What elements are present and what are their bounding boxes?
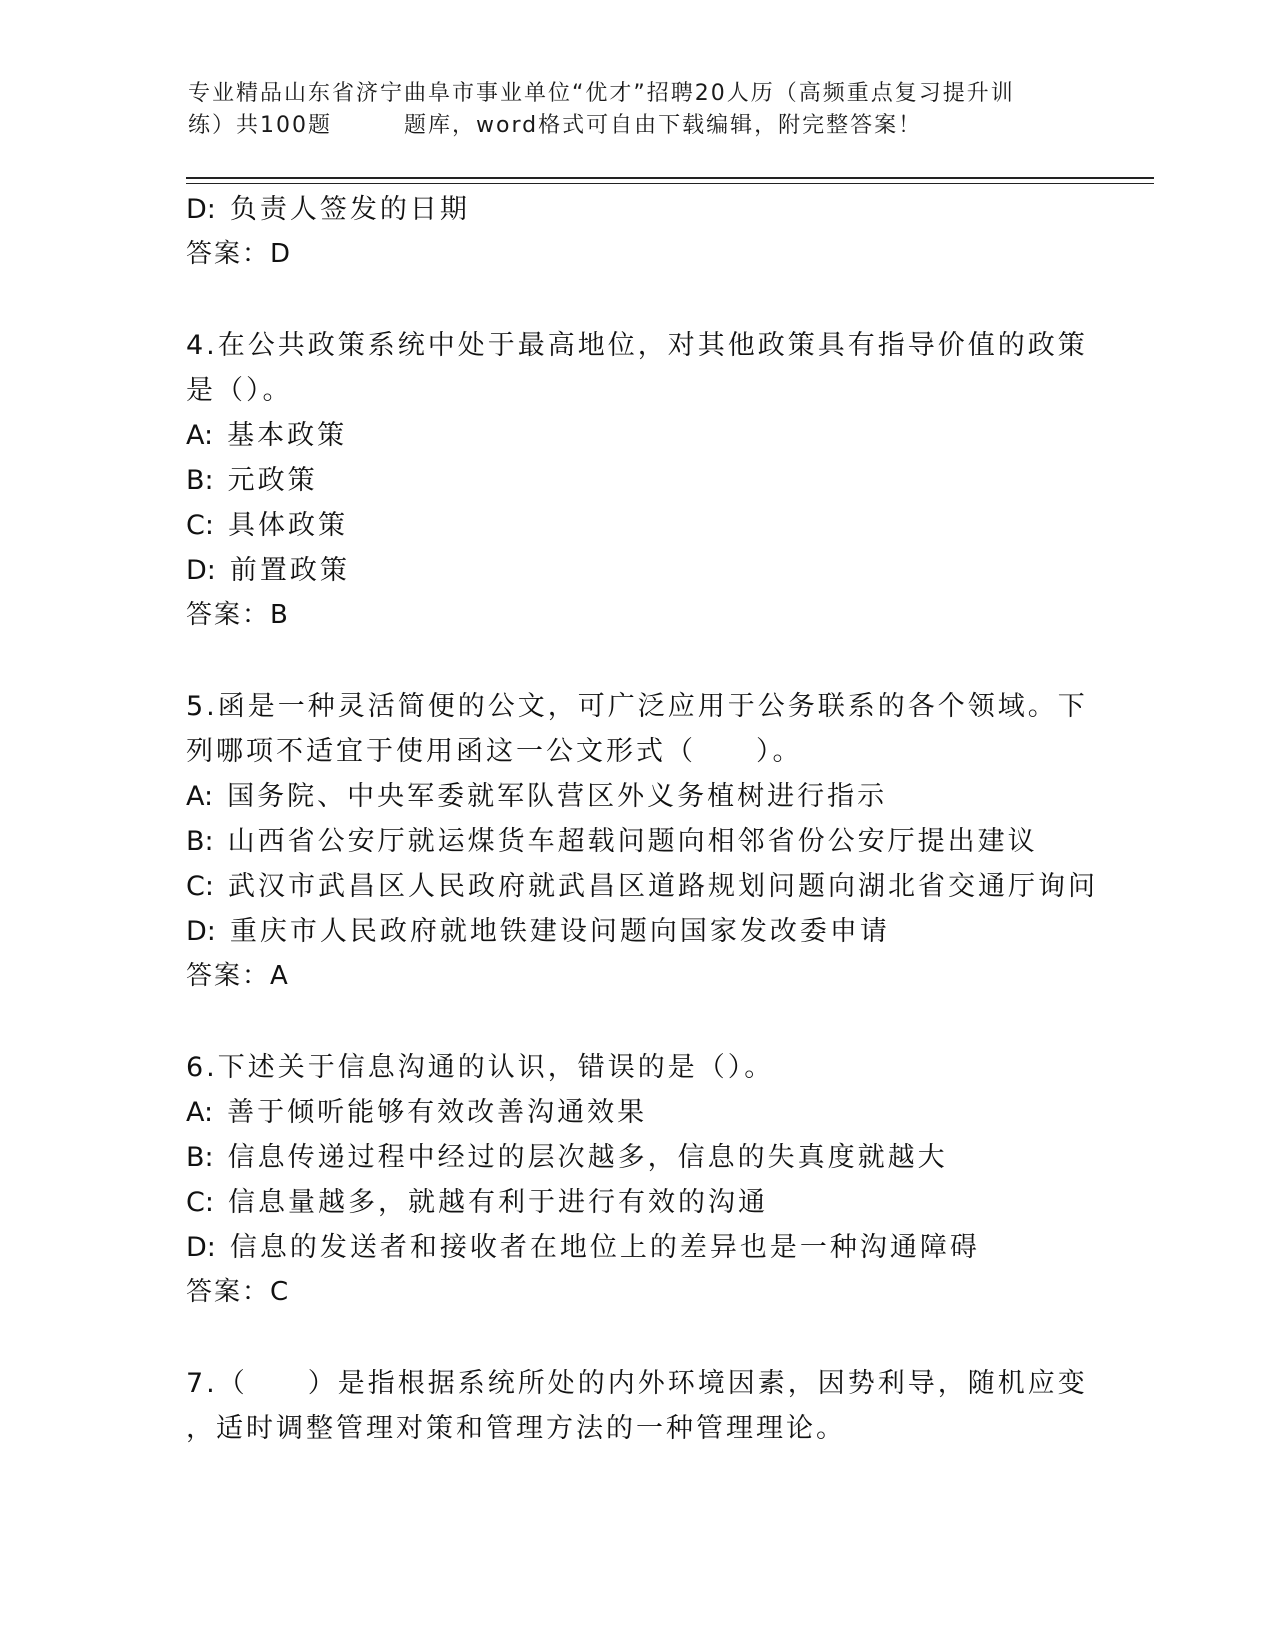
question-stem-line: 列哪项不适宜于使用函这一公文形式（ ）。 [186, 736, 803, 767]
page-header [188, 78, 1088, 142]
answer-label: 答案： [186, 600, 271, 630]
answer-value: C [270, 1277, 290, 1307]
answer-label: 答案： [186, 1277, 271, 1307]
option-a [186, 1090, 1146, 1135]
option-c [186, 864, 1146, 909]
answer-line [186, 593, 1146, 638]
option-text: 善于倾听能够有效改善沟通效果 [227, 1097, 648, 1128]
answer-line [186, 232, 1146, 277]
option-key: B: [186, 826, 214, 857]
option-text: 负责人签发的日期 [229, 194, 470, 225]
option-key: B: [186, 1142, 214, 1173]
option-key: D: [186, 1232, 216, 1263]
answer-value: D [270, 239, 292, 269]
answer-line [186, 954, 1146, 999]
answer-label: 答案： [186, 961, 271, 991]
option-text: 基本政策 [227, 420, 348, 451]
question-3-tail [186, 187, 1146, 277]
answer-value: A [270, 961, 289, 991]
option-text: 信息传递过程中经过的层次越多，信息的失真度就越大 [227, 1142, 948, 1173]
option-c [186, 503, 1146, 548]
question-stem-line: 5.函是一种灵活简便的公文，可广泛应用于公务联系的各个领域。下 [186, 691, 1088, 722]
option-d [186, 187, 1146, 232]
header-line-2 [188, 110, 1088, 142]
option-key: D: [186, 555, 216, 586]
question-stem-line: 是（）。 [186, 375, 293, 406]
option-text: 国务院、中央军委就军队营区外义务植树进行指示 [227, 781, 888, 812]
option-d [186, 909, 1146, 954]
header-rule-thin [186, 183, 1154, 184]
option-b [186, 1135, 1146, 1180]
option-text: 信息量越多，就越有利于进行有效的沟通 [227, 1187, 768, 1218]
question-stem-line: 4.在公共政策系统中处于最高地位，对其他政策具有指导价值的政策 [186, 330, 1088, 361]
answer-value: B [270, 600, 289, 630]
header-line-2-start: 练）共100题 [188, 113, 332, 138]
option-text: 重庆市人民政府就地铁建设问题向国家发改委申请 [229, 916, 890, 947]
option-b [186, 458, 1146, 503]
option-key: D: [186, 916, 216, 947]
question-stem-line: ，适时调整管理对策和管理方法的一种管理理论。 [186, 1413, 846, 1444]
question-6 [186, 1045, 1146, 1315]
option-text: 信息的发送者和接收者在地位上的差异也是一种沟通障碍 [229, 1232, 980, 1263]
option-a [186, 413, 1146, 458]
option-key: D: [186, 194, 216, 225]
option-key: A: [186, 781, 214, 812]
question-stem-line: 6.下述关于信息沟通的认识，错误的是（）。 [186, 1052, 775, 1083]
option-b [186, 819, 1146, 864]
option-text: 前置政策 [229, 555, 350, 586]
answer-line [186, 1270, 1146, 1315]
option-text: 具体政策 [227, 510, 348, 541]
option-key: C: [186, 510, 214, 541]
option-text: 元政策 [227, 465, 318, 496]
answer-label: 答案： [186, 239, 271, 269]
option-text: 武汉市武昌区人民政府就武昌区道路规划问题向湖北省交通厅询问 [227, 871, 1098, 902]
option-key: B: [186, 465, 214, 496]
option-a [186, 774, 1146, 819]
header-line-1: 专业精品山东省济宁曲阜市事业单位“优才”招聘20人历（高频重点复习提升训 [188, 81, 1015, 106]
question-7 [186, 1361, 1146, 1451]
option-d [186, 548, 1146, 593]
option-key: C: [186, 871, 214, 902]
header-rule-thick [186, 177, 1154, 179]
option-key: A: [186, 1097, 214, 1128]
option-c [186, 1180, 1146, 1225]
question-5 [186, 684, 1146, 999]
header-line-2-end: 题库，word格式可自由下载编辑，附完整答案！ [404, 113, 923, 138]
option-d [186, 1225, 1146, 1270]
document-body [186, 187, 1146, 1451]
option-text: 山西省公安厅就运煤货车超载问题向相邻省份公安厅提出建议 [227, 826, 1038, 857]
question-stem-line: 7.（ ）是指根据系统所处的内外环境因素，因势利导，随机应变 [186, 1368, 1088, 1399]
option-key: C: [186, 1187, 214, 1218]
question-4 [186, 323, 1146, 638]
option-key: A: [186, 420, 214, 451]
